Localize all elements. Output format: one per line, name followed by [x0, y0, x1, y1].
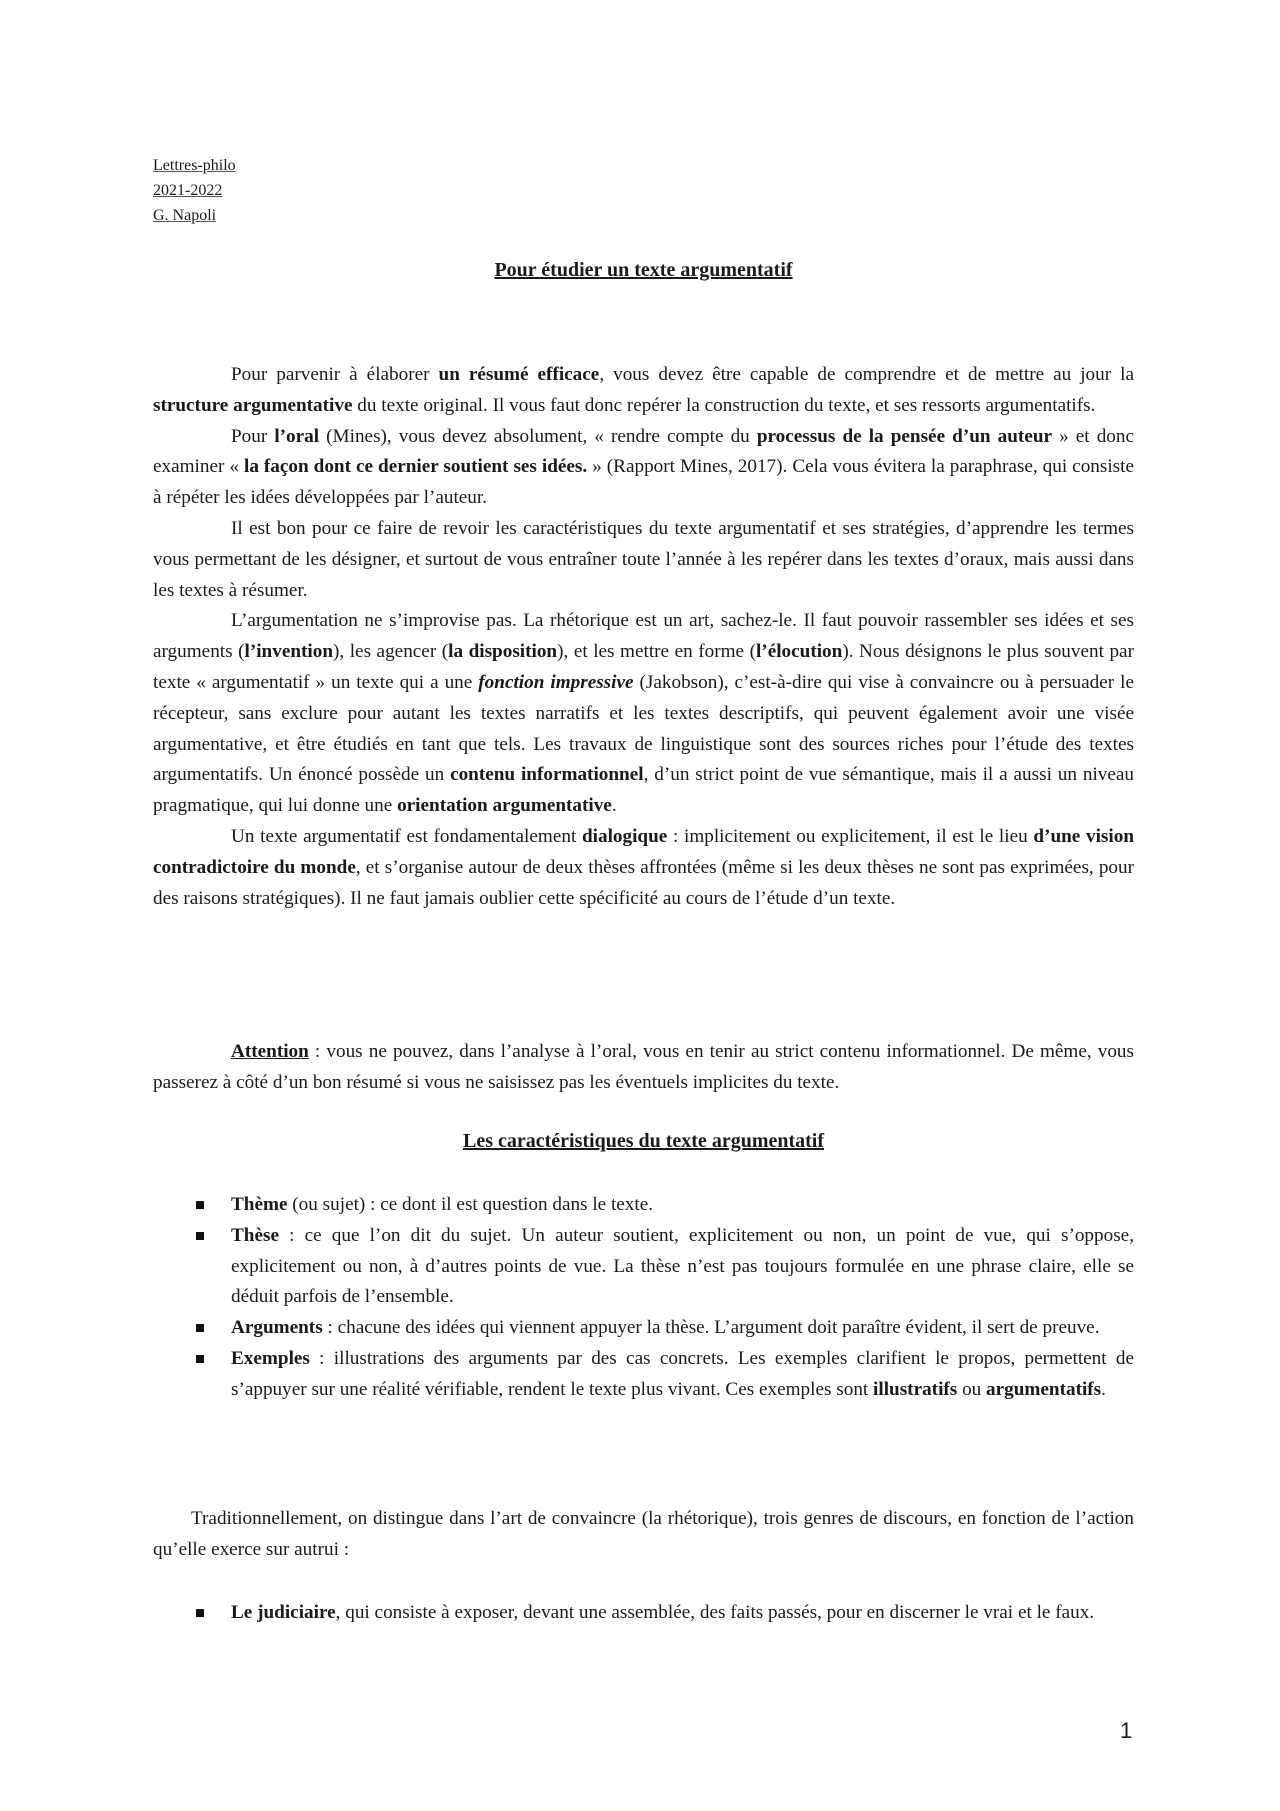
bold-term: l’invention: [244, 641, 333, 663]
bold-term: dialogique: [581, 825, 668, 847]
text-span: du texte original. Il vous faut donc repérer la construction du texte, et ses ressorts argumentatifs.: [352, 394, 1096, 416]
attention-note: [153, 1037, 1134, 1099]
bold-term: la disposition: [448, 641, 558, 663]
attention-paragraph: [153, 1037, 1134, 1099]
bold-term: contenu informationnel: [450, 764, 644, 786]
bold-term: un résumé efficace: [438, 364, 600, 385]
square-bullet-icon: [196, 1324, 204, 1332]
bold-term: structure argumentative: [153, 394, 353, 416]
text-span: (Jakobson), c’est-à-dire qui vise à convaincre ou à persuader le récepteur, sans exclure pour autant les textes narratifs et les textes descriptifs, qui peuvent également avoir une visée argumentative, et être étudiés en tant que tels. Les travaux de linguistique sont des sources riches pour l’étude des textes argumentatifs. Un énoncé possède un: [153, 671, 1134, 786]
square-bullet-icon: [196, 1232, 204, 1240]
text-span: ). Nous désignons le plus souvent par texte « argumentatif » un texte qui a une: [153, 641, 1134, 693]
square-bullet-icon: [196, 1201, 204, 1209]
item-text: (ou sujet) : ce dont il est question dans le texte.: [287, 1194, 654, 1215]
text-span: » (Rapport Mines, 2017). Cela vous évitera la paraphrase, qui consiste à répéter les idées développées par l’auteur.: [153, 456, 1134, 509]
square-bullet-icon: [196, 1609, 204, 1617]
bold-italic-term: fonction impressive: [478, 671, 634, 693]
item-text: : ce que l’on dit du sujet. Un auteur soutient, explicitement ou non, un point de vue, qui s’oppose, explicitement ou non, à d’autres points de vue. La thèse n’est pas toujours formulée en une phrase claire, elle se déduit parfois de l’ensemble.: [231, 1224, 1134, 1308]
item-text: , qui consiste à exposer, devant une assemblée, des faits passés, pour en discerner le vrai et le faux.: [335, 1602, 1095, 1623]
text-span: Pour: [231, 425, 275, 447]
attention-text: : vous ne pouvez, dans l’analyse à l’oral, vous en tenir au strict contenu informationnel. De même, vous passerez à côté d’un bon résumé si vous ne saisissez pas les éventuels implicites du texte.: [153, 1041, 1134, 1093]
bold-term: d’une vision contradictoire du monde: [153, 825, 1134, 878]
list-item: [153, 1221, 1134, 1313]
list-item: [153, 1344, 1134, 1406]
section-title: Les caractéristiques du texte argumentatif: [462, 1130, 825, 1152]
characteristics-list: [153, 1190, 1134, 1406]
paragraph-argumentation: [153, 606, 1134, 822]
list-item: [153, 1598, 1134, 1629]
tradition-block: [153, 1504, 1134, 1566]
bold-term: Le judiciaire: [231, 1602, 336, 1623]
item-text: : chacune des idées qui viennent appuyer la thèse. L’argument doit paraître évident, il sert de preuve.: [322, 1317, 1100, 1339]
page-number: 1: [1120, 1718, 1133, 1743]
text-span: , et s’organise autour de deux thèses affrontées (même si les deux thèses ne sont pas exprimées, pour des raisons stratégiques). Il ne faut jamais oublier cette spécificité au cours de l’étude d’un texte.: [153, 856, 1135, 909]
bold-term: processus de la pensée d’un auteur: [756, 425, 1053, 447]
paragraph-oral: [153, 422, 1134, 514]
bold-term: Thèse: [231, 1224, 279, 1246]
text-span: .: [611, 795, 617, 817]
bold-term: la façon dont ce dernier soutient ses idées.: [243, 456, 588, 478]
text-span: L’argumentation ne s’improvise pas. La rhétorique est un art, sachez-le. Il faut pouvoir rassembler ses idées et ses arguments (: [153, 610, 1134, 663]
bold-term: illustratifs: [873, 1378, 958, 1400]
text-span: , vous devez être capable de comprendre et de mettre au jour la: [599, 364, 1134, 385]
tradition-paragraph: Traditionnellement, on distingue dans l’art de convaincre (la rhétorique), trois genres de discours, en fonction de l’action qu’elle exerce sur autrui :: [153, 1508, 1134, 1560]
text-span: (Mines), vous devez absolument, « rendre compte du: [319, 425, 757, 447]
paragraph-revision: Il est bon pour ce faire de revoir les caractéristiques du texte argumentatif et ses stratégies, d’apprendre les termes vous permettant de les désigner, et surtout de vous entraîner toute l’année à les repérer dans les textes d’oraux, mais aussi dans les textes à résumer.: [153, 517, 1134, 601]
main-body: [153, 360, 1134, 914]
header-author: G. Napoli: [153, 207, 217, 224]
bold-term: l’oral: [274, 425, 320, 447]
attention-label: Attention: [231, 1041, 309, 1062]
genres-list: [153, 1598, 1134, 1629]
text-span: » et donc examiner «: [153, 425, 1134, 478]
item-text: : illustrations des arguments par des cas concrets. Les exemples clarifient le propos, permettent de s’appuyer sur une réalité vérifiable, rendent le texte plus vivant. Ces exemples sont: [231, 1347, 1134, 1400]
bold-term: l’élocution: [755, 641, 843, 663]
document-page: [153, 0, 1134, 1811]
text-span: ), et les mettre en forme (: [557, 641, 756, 663]
list-item: [153, 1190, 1134, 1221]
square-bullet-icon: [196, 1355, 204, 1363]
bold-term: Arguments: [231, 1317, 323, 1339]
text-span: Pour parvenir à élaborer: [231, 364, 439, 385]
header-year: 2021-2022: [153, 182, 223, 199]
bold-term: argumentatifs: [986, 1378, 1102, 1400]
document-header: [153, 153, 236, 228]
text-span: Un texte argumentatif est fondamentalement: [231, 825, 582, 847]
paragraph-dialogique: [153, 822, 1134, 914]
bold-term: Thème: [231, 1194, 288, 1215]
text-span: : implicitement ou explicitement, il est le lieu: [667, 825, 1034, 847]
text-span: , d’un strict point de vue sémantique, mais il a aussi un niveau pragmatique, qui lui donne une: [153, 764, 1134, 817]
item-text: .: [1101, 1378, 1106, 1400]
text-span: ), les agencer (: [333, 641, 449, 663]
bold-term: Exemples: [231, 1347, 310, 1369]
bold-term: orientation argumentative: [397, 795, 612, 817]
header-course: Lettres-philo: [153, 157, 236, 174]
item-text: ou: [957, 1378, 987, 1400]
page-title: Pour étudier un texte argumentatif: [494, 259, 793, 281]
list-item: [153, 1313, 1134, 1344]
paragraph-resume: [153, 360, 1134, 422]
